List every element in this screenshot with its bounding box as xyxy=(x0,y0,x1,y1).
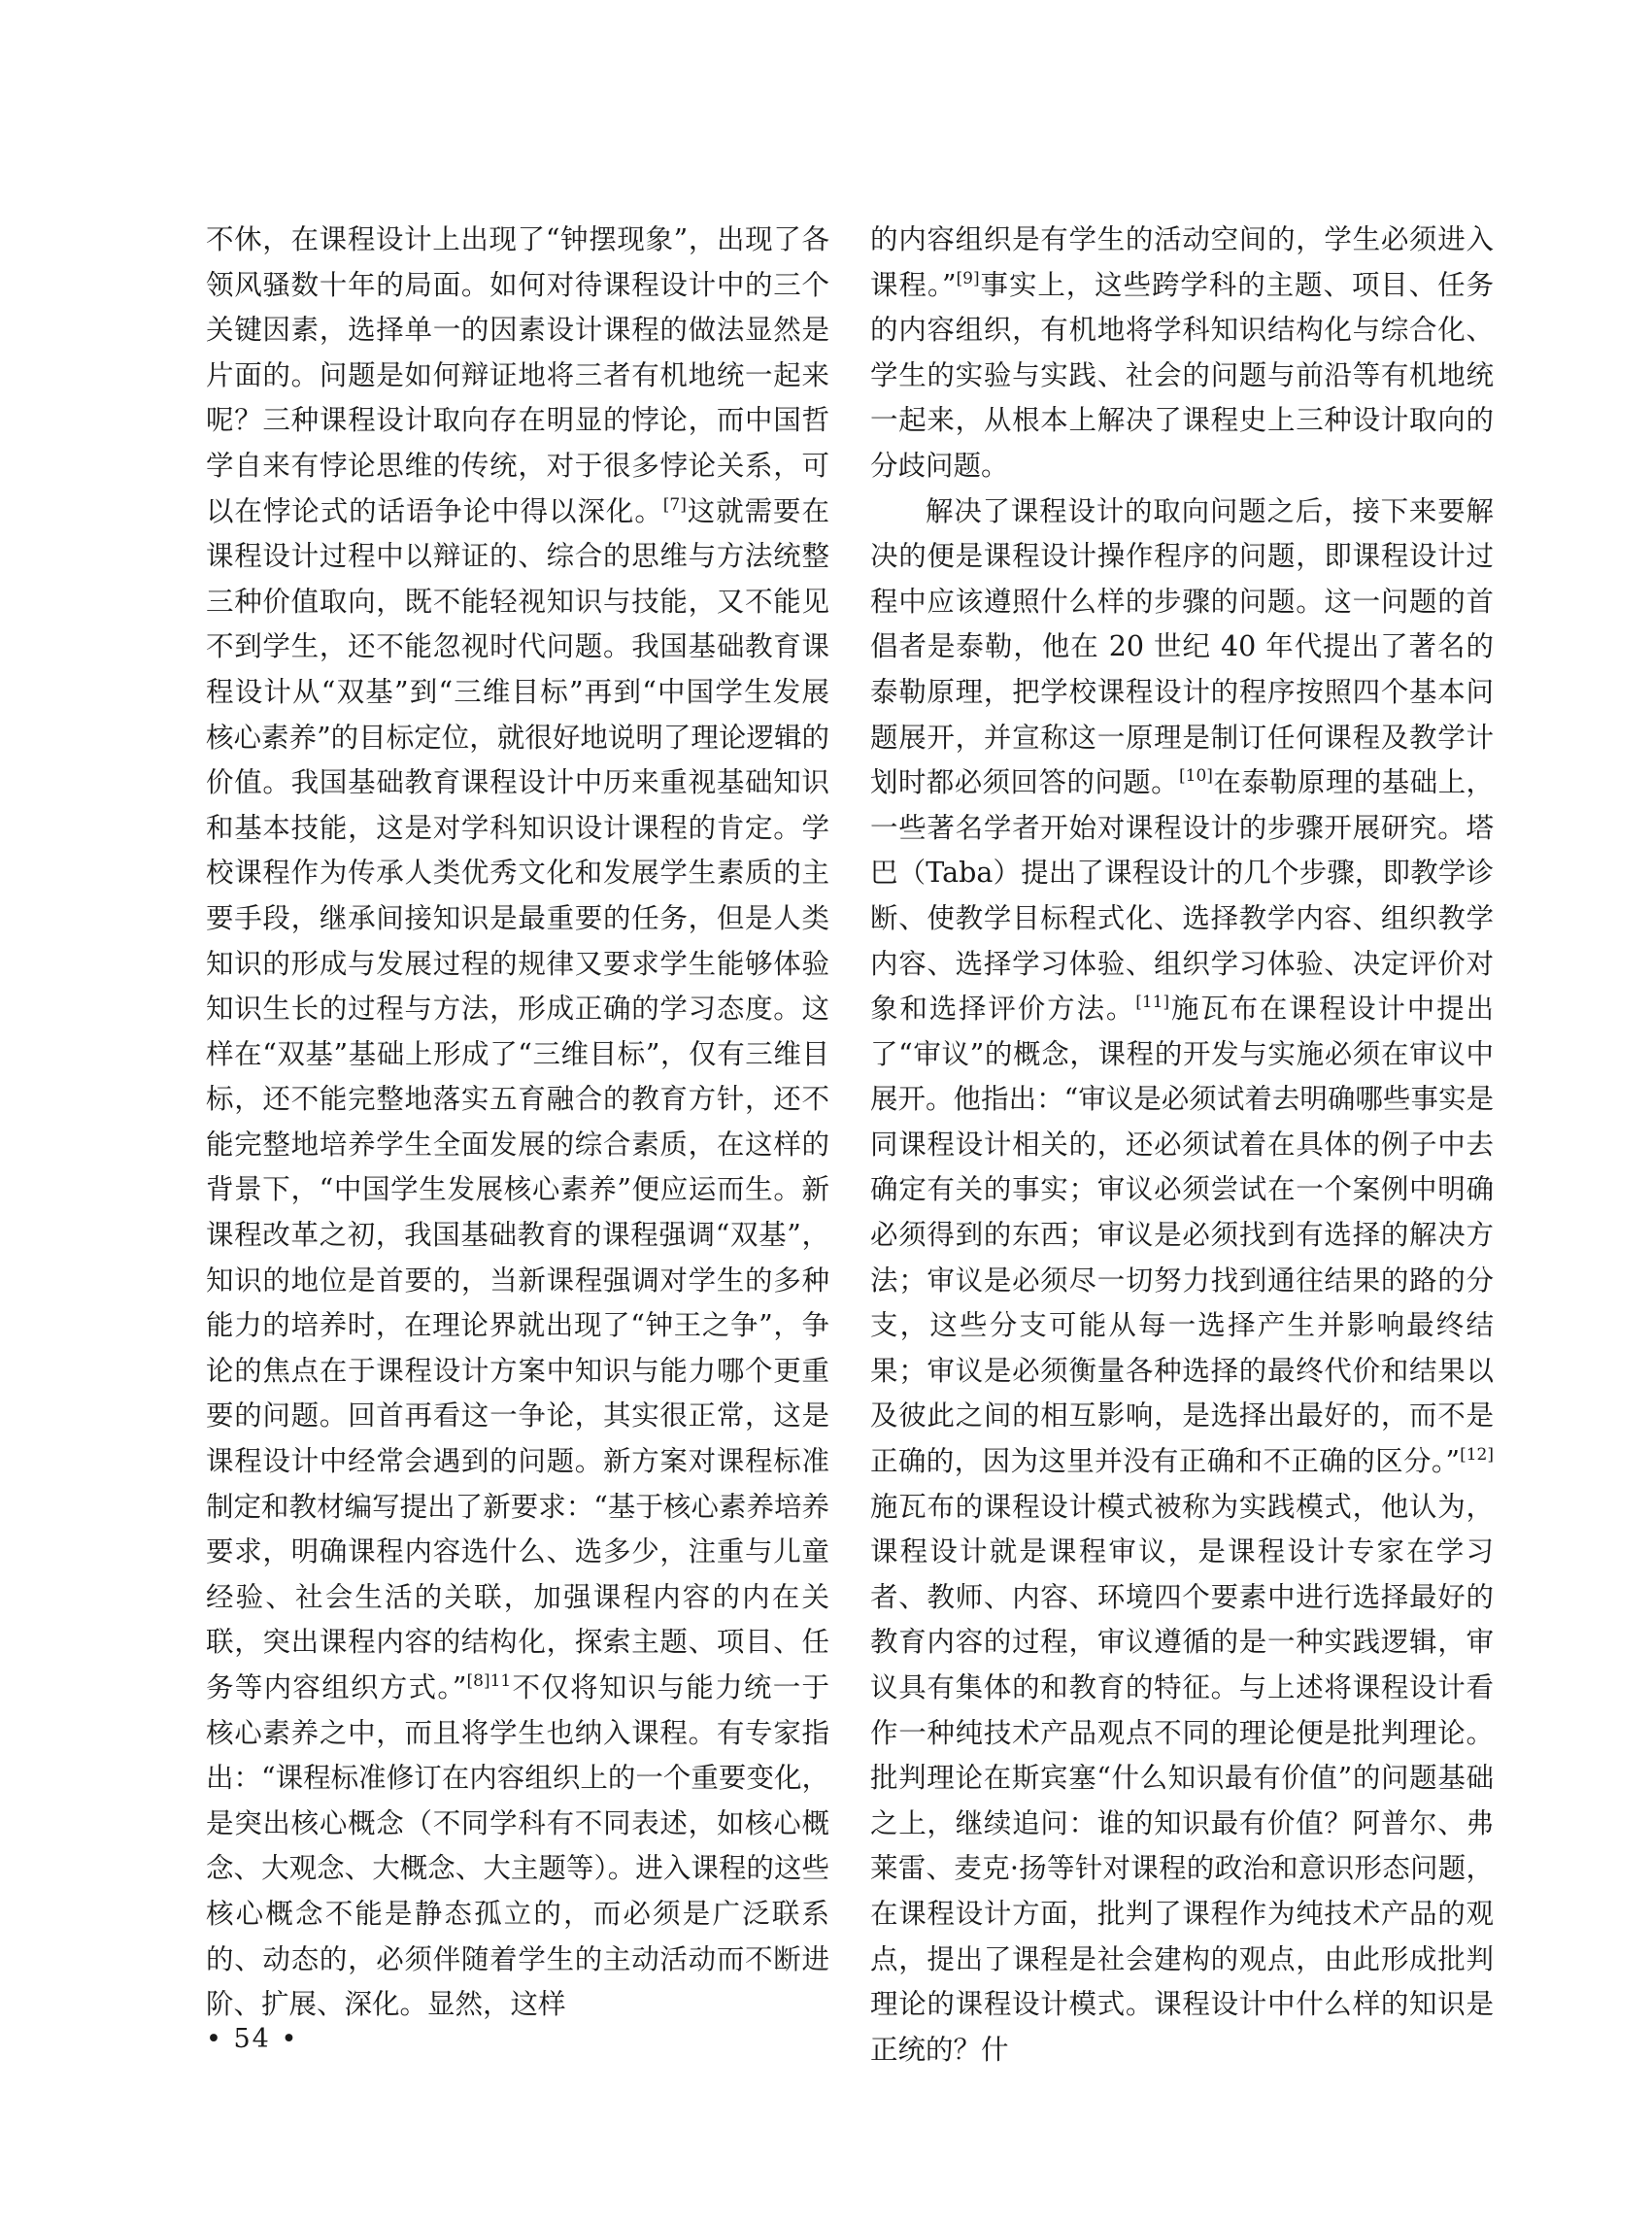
paragraph xyxy=(206,218,829,2028)
right-column xyxy=(870,218,1494,2073)
text-run: 施瓦布的课程设计模式被称为实践模式，他认为，课程设计就是课程审议，是课程设计专家在学习者、教师、内容、环境四个要素中进行选择最好的教育内容的过程，审议遵循的是一种实践逻辑，审议具有集体的和教育的特征。与上述将课程设计看作一种纯技术产品观点不同的理论便是批判理论。批判理论在斯宾塞“什么知识最有价值”的问题基础之上，继续追问：谁的知识最有价值？阿普尔、弗莱雷、麦克·扬等针对课程的政治和意识形态问题，在课程设计方面，批判了课程作为纯技术产品的观点，提出了课程是社会建构的观点，由此形成批判理论的课程设计模式。课程设计中什么样的知识是正统的？什 xyxy=(870,1490,1494,2066)
text-run: 的内容组织是有学生的活动空间的，学生必须进入课程。” xyxy=(870,223,1494,301)
citation-ref: [7] xyxy=(662,494,687,515)
text-run: 在泰勒原理的基础上，一些著名学者开始对课程设计的步骤开展研究。塔巴（Taba）提出了课程设计的几个步骤，即教学诊断、使教学目标程式化、选择教学内容、组织教学内容、选择学习体验、组织学习体验、决定评价对象和选择评价方法。 xyxy=(870,766,1494,1026)
page-number: • 54 • xyxy=(206,2024,299,2054)
text-run: 不休，在课程设计上出现了“钟摆现象”，出现了各领风骚数十年的局面。如何对待课程设计中的三个关键因素，选择单一的因素设计课程的做法显然是片面的。问题是如何辩证地将三者有机地统一起来呢？三种课程设计取向存在明显的悖论，而中国哲学自来有悖论思维的传统，对于很多悖论关系，可以在悖论式的话语争论中得以深化。 xyxy=(206,223,829,527)
citation-ref: [11] xyxy=(1135,993,1170,1013)
citation-ref: [9] xyxy=(956,268,980,288)
text-run: 施瓦布在课程设计中提出了“审议”的概念，课程的开发与实施必须在审议中展开。他指出：“审议是必须试着去明确哪些事实是同课程设计相关的，还必须试着在具体的例子中去确定有关的事实；审议必须尝试在一个案例中明确必须得到的东西；审议是必须找到有选择的解决方法；审议是必须尽一切努力找到通往结果的路的分支，这些分支可能从每一选择产生并影响最终结果；审议是必须衡量各种选择的最终代价和结果以及彼此之间的相互影响，是选择出最好的，而不是正确的，因为这里并没有正确和不正确的区分。” xyxy=(870,993,1494,1478)
text-run: 这就需要在课程设计过程中以辩证的、综合的思维与方法统整三种价值取向，既不能轻视知识与技能，又不能见不到学生，还不能忽视时代问题。我国基础教育课程设计从“双基”到“三维目标”再到“中国学生发展核心素养”的目标定位，就很好地说明了理论逻辑的价值。我国基础教育课程设计中历来重视基础知识和基本技能，这是对学科知识设计课程的肯定。学校课程作为传承人类优秀文化和发展学生素质的主要手段，继承间接知识是最重要的任务，但是人类知识的形成与发展过程的规律又要求学生能够体验知识生长的过程与方法，形成正确的学习态度。这样在“双基”基础上形成了“三维目标”，仅有三维目标，还不能完整地落实五育融合的教育方针，还不能完整地培养学生全面发展的综合素质，在这样的背景下，“中国学生发展核心素养”便应运而生。新课程改革之初，我国基础教育的课程强调“双基”，知识的地位是首要的，当新课程强调对学生的多种能力的培养时，在理论界就出现了“钟王之争”，争论的焦点在于课程设计方案中知识与能力哪个更重要的问题。回首再看这一争论，其实很正常，这是课程设计中经常会遇到的问题。新方案对课程标准制定和教材编写提出了新要求：“基于核心素养培养要求，明确课程内容选什么、选多少，注重与儿童经验、社会生活的关联，加强课程内容的内在关联，突出课程内容的结构化，探索主题、项目、任务等内容组织方式。” xyxy=(206,494,829,1703)
citation-ref: [12] xyxy=(1460,1445,1494,1466)
left-column xyxy=(206,218,829,2028)
citation-ref: [8]11 xyxy=(466,1671,512,1691)
paragraph xyxy=(870,489,1494,2073)
text-run: 不仅将知识与能力统一于核心素养之中，而且将学生也纳入课程。有专家指出：“课程标准修订在内容组织上的一个重要变化，是突出核心概念（不同学科有不同表述，如核心概念、大观念、大概念、大主题等）。进入课程的这些核心概念不能是静态孤立的，而必须是广泛联系的、动态的，必须伴随着学生的主动活动而不断进阶、扩展、深化。显然，这样 xyxy=(206,1671,829,2021)
text-run: 事实上，这些跨学科的主题、项目、任务的内容组织，有机地将学科知识结构化与综合化、学生的实验与实践、社会的问题与前沿等有机地统一起来，从根本上解决了课程史上三种设计取向的分歧问题。 xyxy=(870,268,1494,482)
text-run: 解决了课程设计的取向问题之后，接下来要解决的便是课程设计操作程序的问题，即课程设计过程中应该遵照什么样的步骤的问题。这一问题的首倡者是泰勒，他在 20 世纪 40 年代提出了著名的泰勒原理，把学校课程设计的程序按照四个基本问题展开，并宣称这一原理是制订任何课程及教学计划时都必须回答的问题。 xyxy=(870,494,1494,799)
paragraph xyxy=(870,218,1494,489)
citation-ref: [10] xyxy=(1179,766,1213,787)
